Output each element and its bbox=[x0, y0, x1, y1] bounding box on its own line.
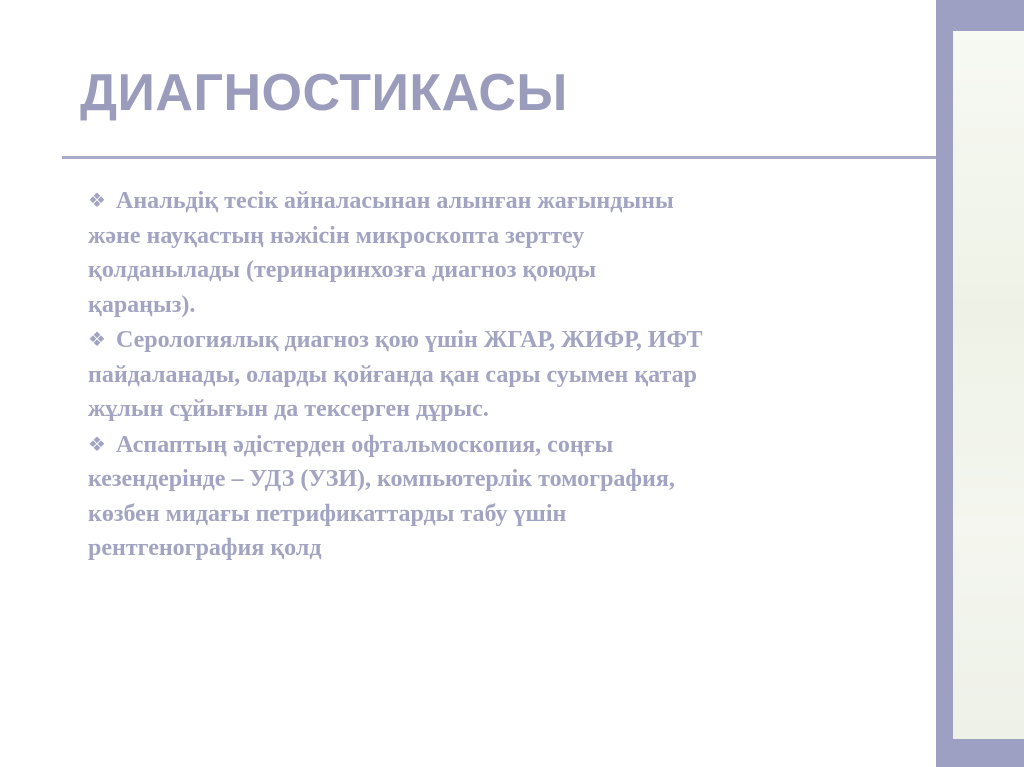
bullet-line: қолданылады (теринаринхозға диагноз қоюды bbox=[88, 257, 597, 283]
bullet-item-microscopy bbox=[88, 183, 788, 322]
bullet-line: жұлын сұйығын да тексерген дұрыс. bbox=[88, 396, 489, 422]
bullet-line: қараңыз). bbox=[88, 291, 196, 318]
bullet-item-serology bbox=[88, 322, 788, 427]
bullet-item-instrumental bbox=[88, 427, 788, 566]
bullet-line: Аспаптың әдiстерден офтальмоскопия, соңғы bbox=[116, 431, 614, 458]
bullet-line: рентгенография қолд bbox=[88, 535, 322, 561]
bullet-line: Серологиялық диагноз қою үшiн ЖГАР, ЖИФР, ИФТ bbox=[116, 327, 703, 353]
slide-title: ДИАГНОСТИКАСЫ bbox=[80, 64, 568, 122]
diamond-bullet-icon: ❖ bbox=[88, 431, 106, 456]
slide-body bbox=[88, 183, 788, 566]
bullet-line: кезендерiнде – УДЗ (УЗИ), компьютерлiк томография, bbox=[88, 466, 675, 492]
bullet-line: пайдаланады, оларды қойғанда қан сары суымен қатар bbox=[88, 361, 697, 388]
bullet-line: және науқастың нәжiсiн микроскопта зерттеу bbox=[88, 222, 585, 249]
diamond-bullet-icon: ❖ bbox=[88, 327, 106, 351]
diamond-bullet-icon: ❖ bbox=[88, 188, 106, 212]
bullet-line: көзбен мидағы петрификаттарды табу үшiн bbox=[88, 500, 567, 527]
bullet-line: Анальдiқ тесiк айналасынан алынған жағындыны bbox=[116, 188, 674, 214]
title-divider bbox=[62, 156, 936, 159]
side-decorative-panel bbox=[953, 31, 1024, 739]
